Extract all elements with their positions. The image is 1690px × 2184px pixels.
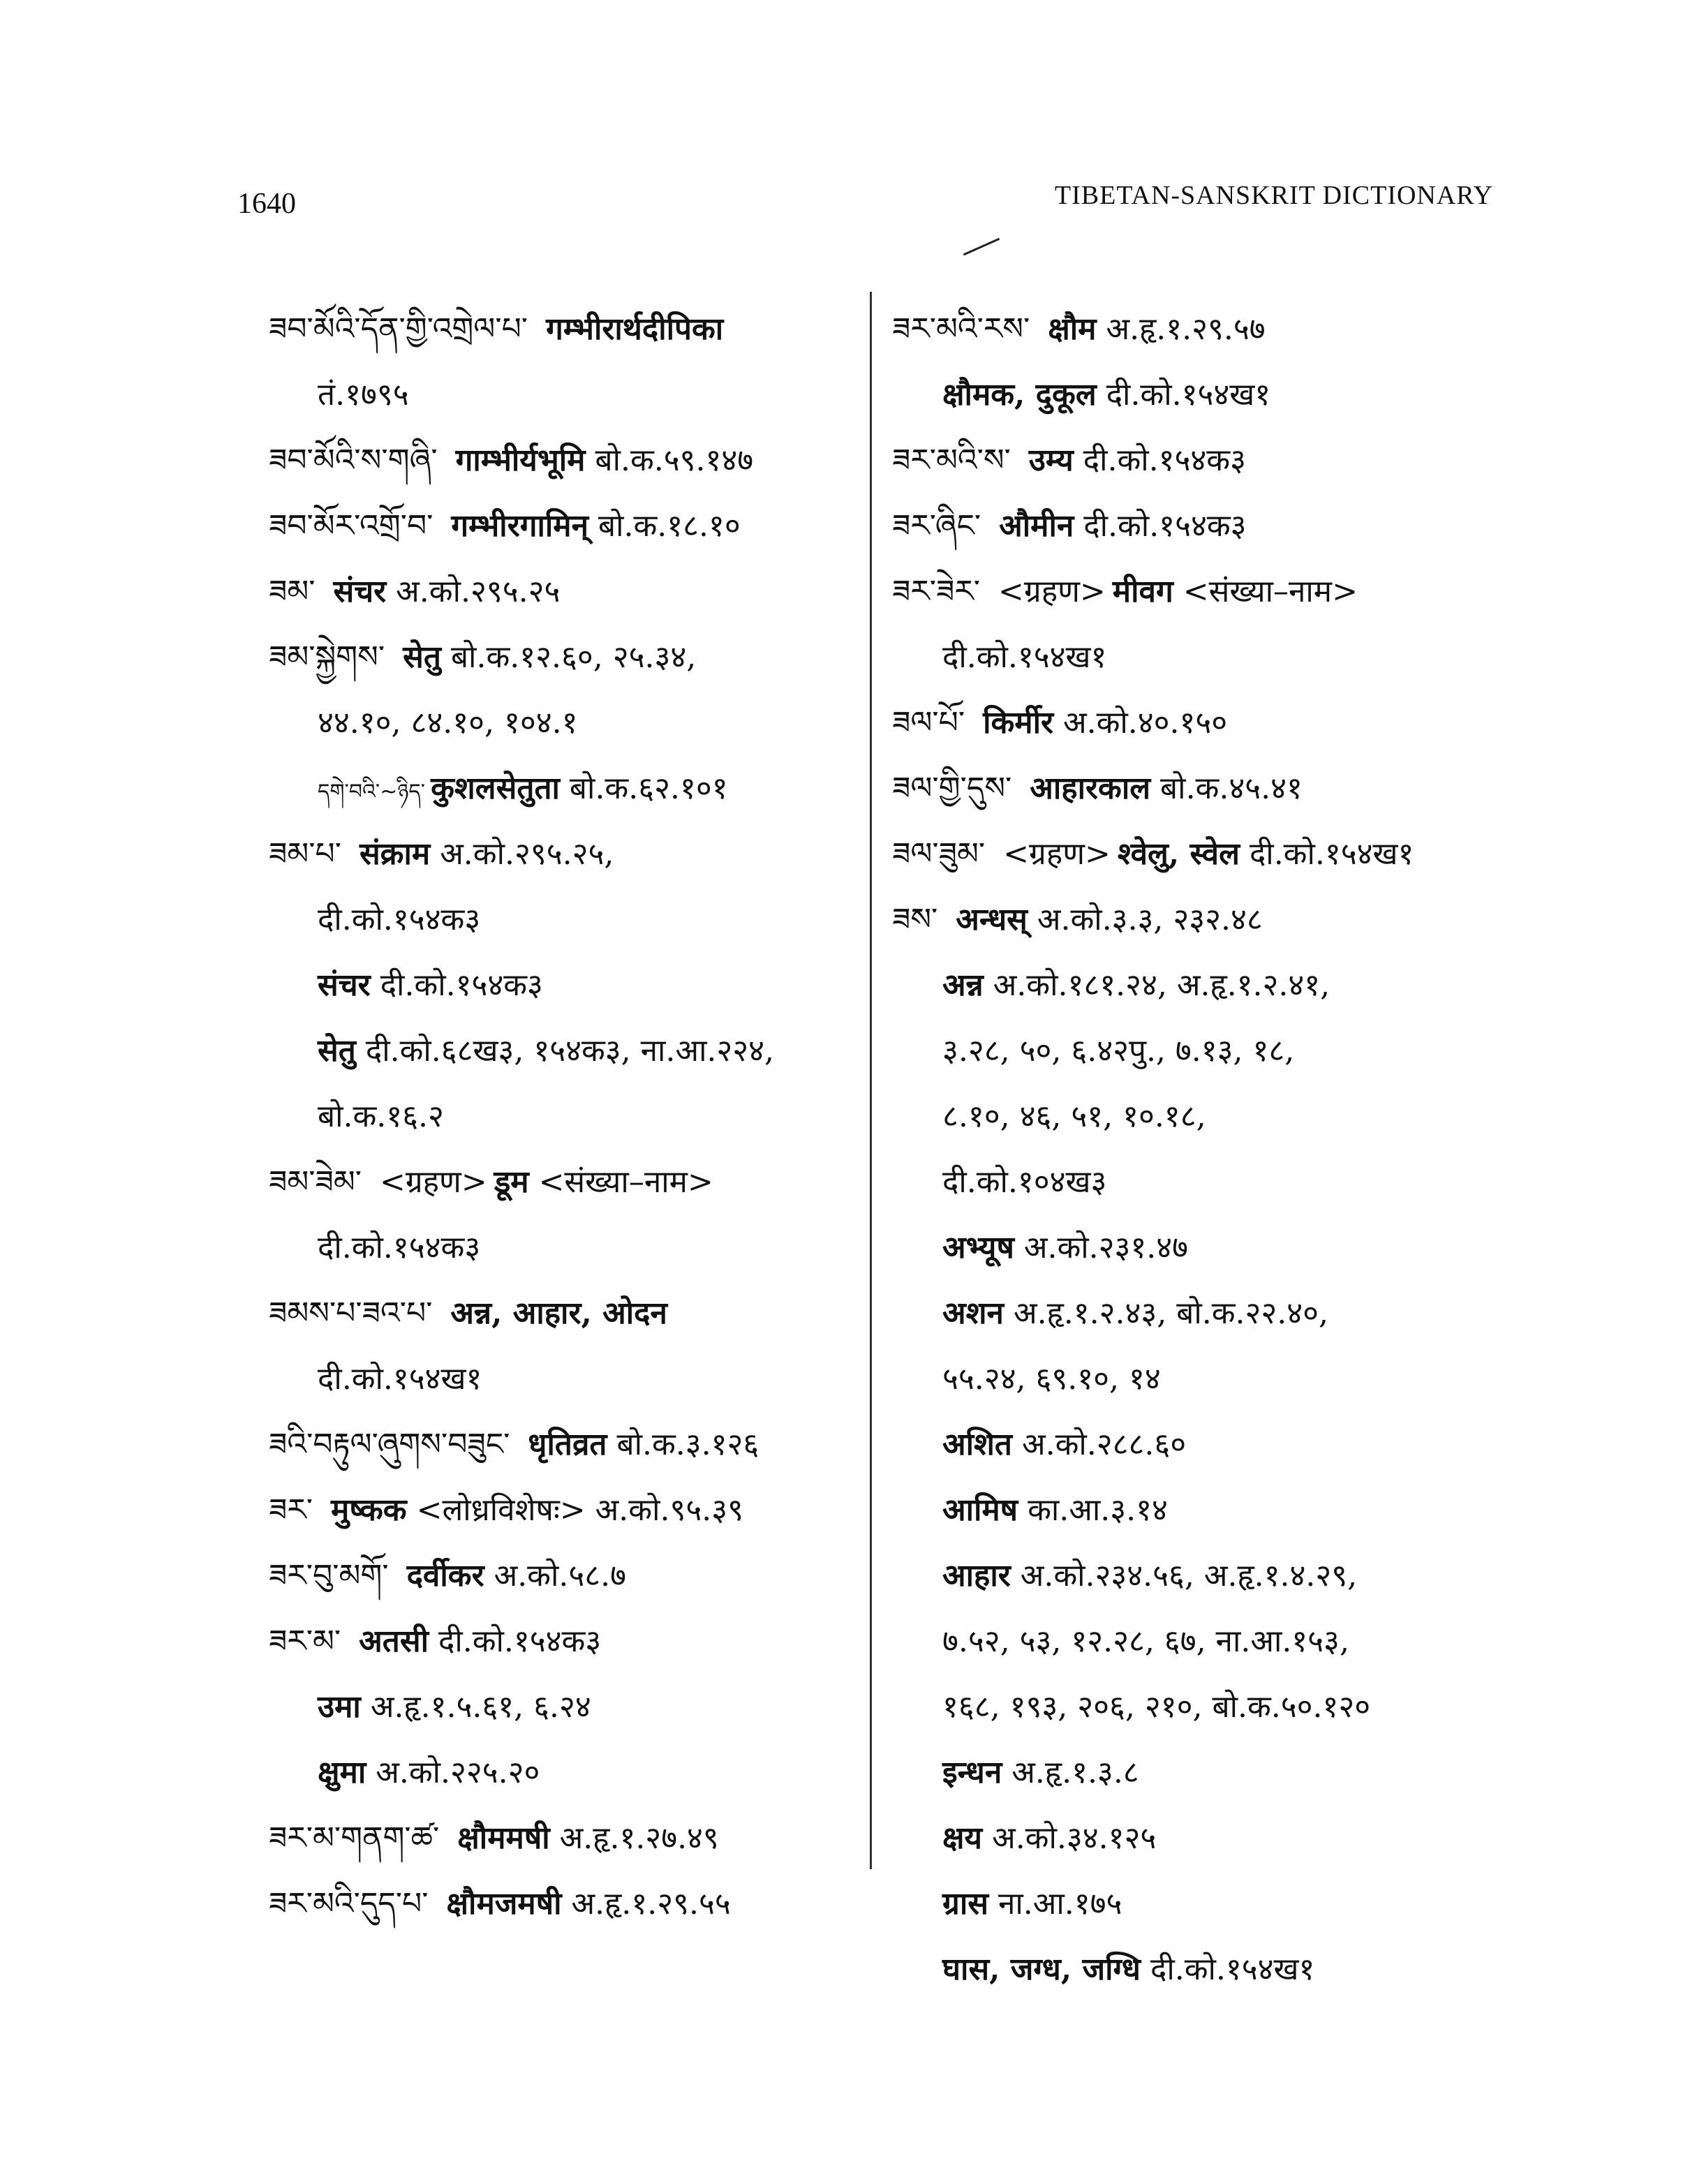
- sanskrit-equivalent: आहार: [942, 1558, 1011, 1594]
- usage-note: <ग्रहण>: [379, 1164, 487, 1200]
- dictionary-line: [269, 1018, 862, 1084]
- sanskrit-equivalent: अभ्यूष: [942, 1230, 1014, 1265]
- dictionary-line: [269, 559, 862, 625]
- tibetan-headword: ཟམ་པ་: [269, 836, 341, 872]
- page-number: 1640: [237, 188, 296, 220]
- source-reference: दी.को.१५४क३: [318, 902, 481, 937]
- tibetan-headword: ཟམ་སྐྱེགས་: [269, 639, 385, 675]
- tibetan-headword: ཟར་མ་གནག་ཚ་: [269, 1820, 440, 1856]
- dictionary-line: [269, 1806, 862, 1871]
- dictionary-line: [269, 1215, 862, 1281]
- sanskrit-equivalent: घास, जग्ध, जग्धि: [942, 1952, 1141, 1987]
- column-divider: [870, 292, 872, 1869]
- sanskrit-equivalent: क्षौम: [1048, 311, 1097, 347]
- tibetan-headword: ཟར་མའི་དུད་པ་: [269, 1886, 429, 1922]
- dictionary-line: [269, 1412, 862, 1478]
- tibetan-headword: ཟལ་ཟུམ་: [892, 836, 986, 872]
- source-reference: बो.क.४५.४१: [1160, 771, 1303, 806]
- sanskrit-equivalent: संचर: [333, 574, 387, 609]
- source-reference: दी.को.१५४क३: [318, 1230, 481, 1265]
- dictionary-line: [269, 1543, 862, 1609]
- dictionary-line: [269, 690, 862, 756]
- tibetan-headword: ཟབ་མོར་འགྲོ་བ་: [269, 508, 433, 544]
- dictionary-line: [269, 1871, 862, 1937]
- dictionary-line: [892, 1740, 1506, 1806]
- source-reference: दी.को.६८ख३, १५४क३, ना.आ.२२४,: [365, 1033, 775, 1069]
- source-reference: बो.क.३.१२६: [616, 1427, 759, 1462]
- source-reference: अ.हृ.१.२७.४९: [559, 1820, 719, 1856]
- sanskrit-equivalent: मुष्कक: [331, 1492, 407, 1528]
- tibetan-headword: ཟར་: [269, 1492, 313, 1528]
- sanskrit-equivalent: गम्भीरगामिन्: [451, 508, 588, 544]
- dictionary-line: [269, 1674, 862, 1740]
- sanskrit-equivalent: इन्धन: [942, 1755, 1002, 1790]
- source-reference: दी.को.१०४ख३: [942, 1164, 1107, 1200]
- dictionary-line: [892, 559, 1506, 625]
- sanskrit-equivalent: अन्न, आहार, ओदन: [450, 1295, 667, 1331]
- source-reference: अ.को.२९५.२५: [396, 574, 561, 609]
- dictionary-line: [892, 822, 1506, 887]
- source-reference: दी.को.१५४क३: [380, 967, 543, 1003]
- usage-note: <ग्रहण>: [998, 574, 1106, 609]
- right-column: [892, 297, 1506, 2003]
- sanskrit-equivalent: श्वेलु, स्वेल: [1117, 836, 1240, 872]
- dictionary-line: [269, 1346, 862, 1412]
- dictionary-line: [892, 1412, 1506, 1478]
- source-reference: अ.को.२८८.६०: [1022, 1427, 1187, 1462]
- dictionary-line: [269, 625, 862, 690]
- sanskrit-equivalent: अतसी: [359, 1624, 429, 1659]
- dictionary-line: [892, 1937, 1506, 2003]
- dictionary-line: [269, 297, 862, 362]
- source-reference: बो.क.५९.१४७: [595, 443, 754, 478]
- sanskrit-equivalent: संक्राम: [359, 836, 431, 872]
- source-reference: <संख्या–नाम>: [1183, 574, 1358, 609]
- tibetan-headword: ཟམ་: [269, 574, 316, 609]
- dictionary-line: [269, 953, 862, 1018]
- running-title: TIBETAN-SANSKRIT DICTIONARY: [1054, 181, 1493, 210]
- tibetan-headword: ཟམས་པ་ཟའ་པ་: [269, 1295, 433, 1331]
- source-reference: ८.१०, ४६, ५१, १०.१८,: [942, 1099, 1206, 1134]
- dictionary-line: [892, 493, 1506, 559]
- source-reference: अ.को.२९५.२५,: [440, 836, 614, 872]
- dictionary-line: [269, 428, 862, 493]
- dictionary-line: [269, 756, 862, 822]
- dictionary-line: [892, 1018, 1506, 1084]
- sanskrit-equivalent: सेतु: [403, 639, 441, 675]
- dictionary-line: [892, 1871, 1506, 1937]
- source-reference: ४४.१०, ८४.१०, १०४.१: [318, 705, 578, 741]
- tibetan-compound: དགེ་བའི་~ཉིད་: [318, 780, 426, 804]
- source-reference: अ.को.३.३, २३२.४८: [1037, 902, 1263, 937]
- sanskrit-equivalent: गम्भीरार्थदीपिका: [546, 311, 724, 347]
- sanskrit-equivalent: दर्वीकर: [406, 1558, 484, 1594]
- source-reference: ५५.२४, ६९.१०, १४: [942, 1361, 1161, 1397]
- dictionary-line: [892, 1281, 1506, 1346]
- sanskrit-equivalent: आहारकाल: [1030, 771, 1151, 806]
- dictionary-line: [892, 690, 1506, 756]
- sanskrit-equivalent: क्षुमा: [318, 1755, 366, 1790]
- source-reference: बो.क.१२.६०, २५.३४,: [450, 639, 697, 675]
- tibetan-headword: ཟར་ཟེར་: [892, 574, 981, 609]
- tibetan-headword: ཟའི་བརྟུལ་ཞུགས་བཟུང་: [269, 1427, 510, 1462]
- dictionary-line: [269, 1150, 862, 1215]
- sanskrit-equivalent: अशन: [942, 1295, 1004, 1331]
- source-reference: दी.को.१५४क३: [1083, 443, 1246, 478]
- sanskrit-equivalent: मीवग: [1112, 574, 1173, 609]
- source-reference: अ.को.३४.१२५: [992, 1820, 1157, 1856]
- source-reference: <लोध्रविशेषः> अ.को.९५.३९: [416, 1492, 743, 1528]
- sanskrit-equivalent: क्षय: [942, 1820, 983, 1856]
- source-reference: अ.हृ.१.३.८: [1011, 1755, 1139, 1790]
- dictionary-line: [892, 1215, 1506, 1281]
- sanskrit-equivalent: किर्मीर: [983, 705, 1054, 741]
- source-reference: अ.को.५८.७: [494, 1558, 626, 1594]
- source-reference: दी.को.१५४क३: [1083, 508, 1247, 544]
- sanskrit-equivalent: अन्न: [942, 967, 984, 1003]
- source-reference: ३.२८, ५०, ६.४२पु., ७.१३, १८,: [942, 1033, 1295, 1069]
- dictionary-line: [269, 1478, 862, 1543]
- tibetan-headword: ཟལ་གྱི་དུས་: [892, 771, 1012, 806]
- sanskrit-equivalent: गाम्भीर्यभूमि: [455, 443, 586, 478]
- source-reference: दी.को.१५४ख१: [942, 639, 1107, 675]
- dictionary-line: [269, 1609, 862, 1674]
- dictionary-line: [892, 1806, 1506, 1871]
- sanskrit-equivalent: अन्धस्: [956, 902, 1028, 937]
- dictionary-line: [269, 1084, 862, 1150]
- dictionary-line: [269, 362, 862, 428]
- tibetan-headword: ཟར་ཞིང་: [892, 508, 981, 544]
- tibetan-headword: ཟར་བུ་མགོ་: [269, 1558, 389, 1594]
- source-reference: दी.को.१५४ख१: [1106, 377, 1271, 413]
- tibetan-headword: ཟབ་མོའི་དོན་གྱི་འགྲེལ་པ་: [269, 311, 528, 347]
- source-reference: अ.को.४०.१५०: [1063, 705, 1228, 741]
- dictionary-line: [892, 887, 1506, 953]
- source-reference: दी.को.१५४ख१: [318, 1361, 482, 1397]
- sanskrit-equivalent: क्षौमजमषी: [446, 1886, 562, 1922]
- source-reference: दी.को.१५४ख१: [1150, 1952, 1315, 1987]
- left-column: [269, 297, 862, 1937]
- source-reference: अ.को.१८१.२४, अ.हृ.१.२.४१,: [993, 967, 1330, 1003]
- sanskrit-equivalent: संचर: [318, 967, 371, 1003]
- sanskrit-equivalent: कुशलसेतुता: [431, 771, 560, 806]
- dictionary-line: [892, 1150, 1506, 1215]
- source-reference: अ.को.२२५.२०: [376, 1755, 540, 1790]
- sanskrit-equivalent: क्षौमक, दुकूल: [942, 377, 1097, 413]
- source-reference: ना.आ.१७५: [998, 1886, 1122, 1922]
- dictionary-line: [892, 1478, 1506, 1543]
- tibetan-headword: ཟར་མའི་ས་: [892, 443, 1011, 478]
- dictionary-line: [892, 362, 1506, 428]
- dictionary-line: [269, 1740, 862, 1806]
- source-reference: <संख्या–नाम>: [538, 1164, 713, 1200]
- dictionary-line: [892, 1609, 1506, 1674]
- tibetan-headword: ཟས་: [892, 902, 938, 937]
- tibetan-headword: ཟབ་མོའི་ས་གཞི་: [269, 443, 438, 478]
- dictionary-line: [892, 1674, 1506, 1740]
- dictionary-line: [892, 625, 1506, 690]
- source-reference: अ.को.२३१.४७: [1023, 1230, 1189, 1265]
- source-reference: अ.हृ.१.२९.५७: [1106, 311, 1266, 347]
- sanskrit-equivalent: धृतिव्रत: [528, 1427, 607, 1462]
- tibetan-headword: ཟར་མ་: [269, 1624, 341, 1659]
- tibetan-headword: ཟལ་པོ་: [892, 705, 965, 741]
- source-reference: अ.हृ.१.२.४३, बो.क.२२.४०,: [1013, 1295, 1328, 1331]
- sanskrit-equivalent: डूम: [494, 1164, 529, 1200]
- source-reference: बो.क.१८.१०: [598, 508, 741, 544]
- dictionary-line: [892, 297, 1506, 362]
- tibetan-headword: ཟམ་ཟེམ་: [269, 1164, 362, 1200]
- tibetan-headword: ཟར་མའི་རས་: [892, 311, 1030, 347]
- dictionary-line: [892, 428, 1506, 493]
- source-reference: १६८, १९३, २०६, २१०, बो.क.५०.१२०: [942, 1689, 1371, 1725]
- sanskrit-equivalent: उमा: [318, 1689, 361, 1725]
- source-reference: बो.क.१६.२: [318, 1099, 444, 1134]
- dictionary-line: [269, 887, 862, 953]
- dictionary-line: [892, 1346, 1506, 1412]
- usage-note: <ग्रहण>: [1003, 836, 1111, 872]
- dictionary-line: [892, 756, 1506, 822]
- source-reference: अ.हृ.१.५.६१, ६.२४: [370, 1689, 591, 1725]
- source-reference: अ.हृ.१.२९.५५: [571, 1886, 731, 1922]
- source-reference: ७.५२, ५३, १२.२८, ६७, ना.आ.१५३,: [942, 1624, 1349, 1659]
- dictionary-line: [892, 953, 1506, 1018]
- dictionary-line: [269, 822, 862, 887]
- source-reference: तं.१७९५: [318, 377, 409, 413]
- sanskrit-equivalent: औमीन: [999, 508, 1074, 544]
- source-reference: बो.क.६२.१०१: [569, 771, 728, 806]
- sanskrit-equivalent: क्षौममषी: [457, 1820, 550, 1856]
- dictionary-line: [269, 493, 862, 559]
- sanskrit-equivalent: सेतु: [318, 1033, 356, 1069]
- dictionary-line: [892, 1084, 1506, 1150]
- source-reference: का.आ.३.१४: [1028, 1492, 1168, 1528]
- source-reference: दी.को.१५४ख१: [1249, 836, 1414, 872]
- source-reference: अ.को.२३४.५६, अ.हृ.१.४.२९,: [1020, 1558, 1358, 1594]
- dictionary-line: [269, 1281, 862, 1346]
- pen-mark: [963, 238, 1000, 256]
- dictionary-line: [892, 1543, 1506, 1609]
- source-reference: दी.को.१५४क३: [438, 1624, 602, 1659]
- sanskrit-equivalent: ग्रास: [942, 1886, 988, 1922]
- sanskrit-equivalent: अशित: [942, 1427, 1013, 1462]
- sanskrit-equivalent: उम्य: [1028, 443, 1074, 478]
- sanskrit-equivalent: आमिष: [942, 1492, 1018, 1528]
